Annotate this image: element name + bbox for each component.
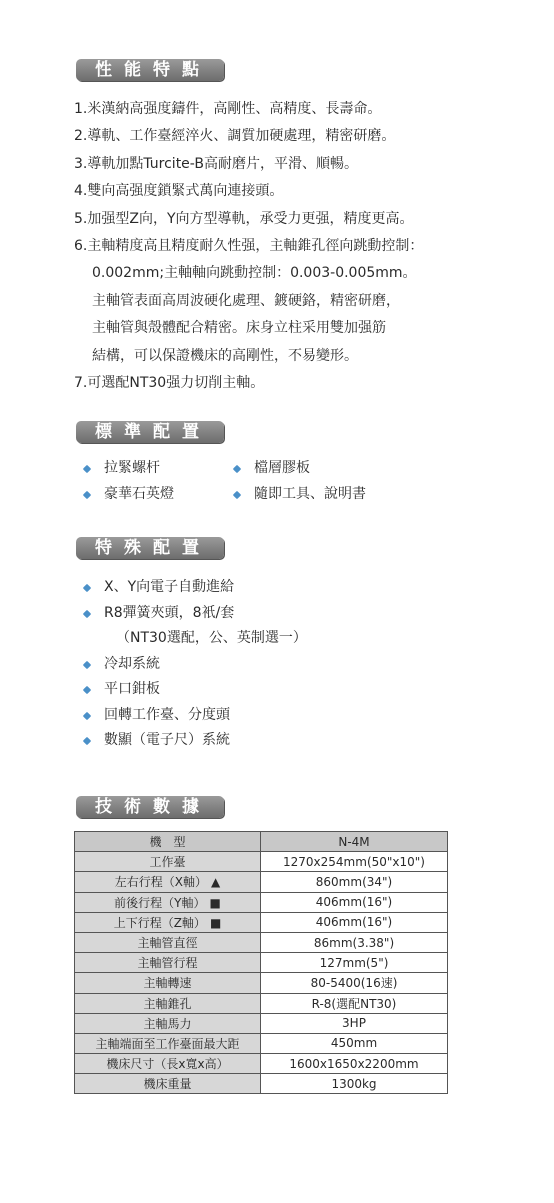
table-row [75,1054,448,1074]
bullet-icon [83,737,91,745]
feature-item: 1.米漢納高强度鑄件，高剛性、高精度、長壽命。 [74,101,382,117]
table-row [75,1033,448,1053]
spec-value: 860mm(34") [261,872,448,892]
table-row [75,852,448,872]
triangle-icon: ▲ [211,875,221,890]
spec-value: 1600x1650x2200mm [261,1054,448,1074]
feature-item: 4.雙向高强度鎖緊式萬向連接頭。 [74,183,284,200]
spec-value: 406mm(16") [261,912,448,932]
spec-label: 機床尺寸（長x寬x高） [75,1054,261,1074]
spec-label: 主軸管行程 [75,953,261,973]
standard-config-item: 檔層膠板 [232,456,366,482]
spec-value: 450mm [261,1033,448,1053]
spec-label: 主軸錐孔 [75,993,261,1013]
spec-label: 左右行程（X軸） ▲ [75,872,261,892]
bullet-icon [83,660,91,668]
table-row [75,1013,448,1033]
features-list [74,96,544,397]
standard-config-item: 豪華石英燈 [82,482,174,508]
spec-value: 406mm(16") [261,892,448,912]
special-config-item: 冷却系統 [82,652,307,678]
special-config-item: X、Y向電子自動進給 [82,575,307,601]
spec-table [74,831,448,1094]
spec-label: 上下行程（Z軸） ■ [75,912,261,932]
bullet-icon [83,465,91,473]
table-row [75,953,448,973]
feature-item: 5.加强型Z向，Y向方型導軌，承受力更强，精度更高。 [74,210,414,227]
table-row [75,872,448,892]
table-row [75,1074,448,1094]
spec-header-label: 機 型 [75,832,261,852]
standard-section-title: 標準配置 [76,421,224,443]
spec-label: 主軸馬力 [75,1013,261,1033]
special-section-title: 特殊配置 [76,537,224,559]
spec-value: 1300kg [261,1074,448,1094]
table-row [75,973,448,993]
features-section-title: 性能特點 [76,59,224,81]
table-row [75,993,448,1013]
special-config-item-continuation: （NT30選配，公、英制選一） [116,630,307,646]
standard-config-item: 隨即工具、說明書 [232,482,366,508]
feature-item: 6.主軸精度高且精度耐久性强，主軸錐孔徑向跳動控制： [74,238,424,255]
feature-item-continuation: 主軸管表面高周波硬化處理、鍍硬鉻，精密研磨， [92,292,400,309]
special-config-item: R8彈簧夾頭，8衹/套 [82,601,307,627]
special-config-item: 回轉工作臺、分度頭 [82,703,307,729]
table-row [75,892,448,912]
spec-value: R-8(選配NT30) [261,993,448,1013]
standard-config-right-list [232,456,366,507]
spec-value: 127mm(5") [261,953,448,973]
spec-label: 前後行程（Y軸） ■ [75,892,261,912]
spec-value: 80-5400(16速) [261,973,448,993]
feature-item-continuation: 主軸管與殼體配合精密。床身立柱采用雙加强筋 [92,320,386,337]
bullet-icon [233,490,241,498]
table-row [75,912,448,932]
feature-item-continuation: 結構，可以保證機床的高剛性，不易變形。 [92,347,358,364]
spec-table-header [75,832,448,852]
bullet-icon [233,465,241,473]
feature-item: 2.導軌、工作臺經淬火、調質加硬處理，精密研磨。 [74,128,396,145]
feature-item: 7.可選配NT30强力切削主軸。 [74,375,265,392]
bullet-icon [83,609,91,617]
standard-config-item: 拉緊螺杆 [82,456,174,482]
spec-label: 主軸管直徑 [75,932,261,952]
feature-item-continuation: 0.002mm;主軸軸向跳動控制：0.003-0.005mm。 [92,265,417,282]
square-icon: ■ [209,915,222,930]
spec-value: 1270x254mm(50"x10") [261,852,448,872]
bullet-icon [83,584,91,592]
special-config-item: 數顯（電子尺）系統 [82,728,307,754]
spec-label: 機床重量 [75,1074,261,1094]
spec-value: 86mm(3.38") [261,932,448,952]
square-icon: ■ [209,895,221,910]
specs-section-title: 技術數據 [76,796,224,818]
table-row [75,932,448,952]
spec-header-model: N-4M [261,832,448,852]
spec-label: 主軸轉速 [75,973,261,993]
bullet-icon [83,490,91,498]
spec-label: 主軸端面至工作臺面最大距 [75,1033,261,1053]
special-config-item: 平口鉗板 [82,677,307,703]
spec-label: 工作臺 [75,852,261,872]
standard-config-left-list [82,456,174,507]
special-config-list [82,575,307,754]
bullet-icon [83,686,91,694]
bullet-icon [83,711,91,719]
spec-value: 3HP [261,1013,448,1033]
feature-item: 3.導軌加點Turcite-B高耐磨片，平滑、順暢。 [74,155,358,172]
